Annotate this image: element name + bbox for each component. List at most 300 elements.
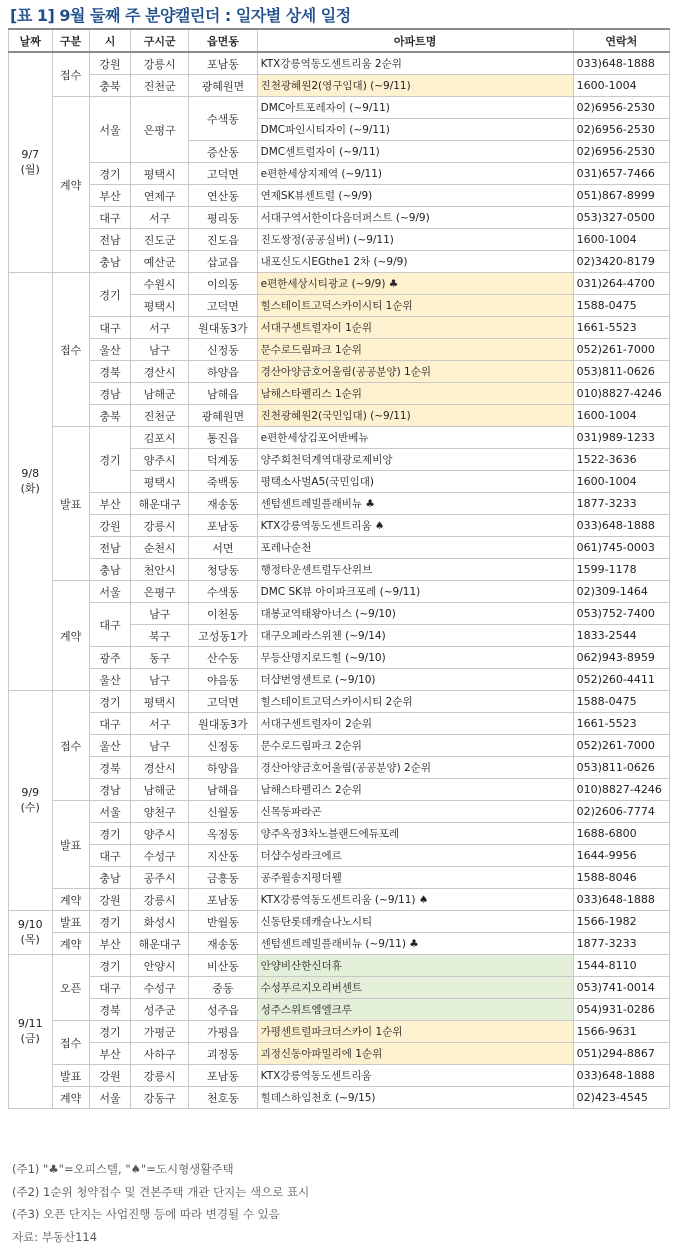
table-cell: 연산동 bbox=[189, 185, 257, 207]
table-row bbox=[9, 823, 670, 845]
table-cell: 발표 bbox=[52, 427, 89, 581]
table-row bbox=[9, 757, 670, 779]
contact-cell: 1566-1982 bbox=[573, 911, 669, 933]
apartment-name-cell: 신목동파라곤 bbox=[257, 801, 573, 823]
apartment-name-cell: e편한세상시티광교 (~9/9) ♣ bbox=[257, 273, 573, 295]
table-row bbox=[9, 603, 670, 625]
table-cell: 원대동3가 bbox=[189, 317, 257, 339]
contact-cell: 1599-1178 bbox=[573, 559, 669, 581]
table-cell: 9/7 (월) bbox=[9, 52, 53, 273]
table-cell: 접수 bbox=[52, 52, 89, 97]
table-row bbox=[9, 537, 670, 559]
table-cell: 경기 bbox=[89, 823, 130, 845]
table-cell: 계약 bbox=[52, 933, 89, 955]
apartment-name-cell: 남해스타펠리스 2순위 bbox=[257, 779, 573, 801]
contact-cell: 1644-9956 bbox=[573, 845, 669, 867]
table-cell: 남구 bbox=[131, 603, 189, 625]
table-cell: 통진읍 bbox=[189, 427, 257, 449]
table-cell: 원대동3가 bbox=[189, 713, 257, 735]
apartment-name-cell: 평택소사벌A5(국민임대) bbox=[257, 471, 573, 493]
table-cell: 광주 bbox=[89, 647, 130, 669]
apartment-name-cell: DMC SK뷰 아이파크포레 (~9/11) bbox=[257, 581, 573, 603]
table-cell: 경남 bbox=[89, 383, 130, 405]
header-type: 구분 bbox=[52, 29, 89, 52]
table-cell: 재송동 bbox=[189, 493, 257, 515]
table-cell: 경남 bbox=[89, 779, 130, 801]
table-cell: 대구 bbox=[89, 603, 130, 647]
table-row bbox=[9, 185, 670, 207]
table-row bbox=[9, 735, 670, 757]
contact-cell: 062)943-8959 bbox=[573, 647, 669, 669]
table-cell: 동구 bbox=[131, 647, 189, 669]
table-cell: 평택시 bbox=[131, 691, 189, 713]
table-cell: 충남 bbox=[89, 867, 130, 889]
table-cell: 수성구 bbox=[131, 977, 189, 999]
table-cell: 양주시 bbox=[131, 449, 189, 471]
table-cell: 경기 bbox=[89, 163, 130, 185]
table-cell: 강동구 bbox=[131, 1087, 189, 1109]
table-cell: 대구 bbox=[89, 317, 130, 339]
apartment-name-cell: 경산아양금호어울림(공공분양) 1순위 bbox=[257, 361, 573, 383]
table-cell: 양천구 bbox=[131, 801, 189, 823]
footnote: (주3) 오픈 단지는 사업진행 등에 따라 변경될 수 있음 bbox=[12, 1207, 280, 1221]
table-cell: 연제구 bbox=[131, 185, 189, 207]
table-cell: 진천군 bbox=[131, 405, 189, 427]
table-cell: 가평읍 bbox=[189, 1021, 257, 1043]
table-cell: 충북 bbox=[89, 75, 130, 97]
table-cell: 강릉시 bbox=[131, 1065, 189, 1087]
table-row bbox=[9, 493, 670, 515]
table-cell: 계약 bbox=[52, 889, 89, 911]
table-cell: 남구 bbox=[131, 669, 189, 691]
table-cell: 접수 bbox=[52, 1021, 89, 1065]
table-cell: 해운대구 bbox=[131, 933, 189, 955]
contact-cell: 1588-0475 bbox=[573, 295, 669, 317]
table-cell: 고성동1가 bbox=[189, 625, 257, 647]
table-row bbox=[9, 163, 670, 185]
contact-cell: 02)6956-2530 bbox=[573, 119, 669, 141]
contact-cell: 033)648-1888 bbox=[573, 515, 669, 537]
table-cell: 고덕면 bbox=[189, 295, 257, 317]
table-cell: 광혜원면 bbox=[189, 405, 257, 427]
table-cell: 대구 bbox=[89, 845, 130, 867]
table-row bbox=[9, 405, 670, 427]
table-cell: 천호동 bbox=[189, 1087, 257, 1109]
table-cell: 옥정동 bbox=[189, 823, 257, 845]
contact-cell: 010)8827-4246 bbox=[573, 779, 669, 801]
table-cell: 진도군 bbox=[131, 229, 189, 251]
apartment-name-cell: 행정타운센트럴두산위브 bbox=[257, 559, 573, 581]
contact-cell: 061)745-0003 bbox=[573, 537, 669, 559]
apartment-name-cell: e편한세상지제역 (~9/11) bbox=[257, 163, 573, 185]
table-cell: 남해읍 bbox=[189, 383, 257, 405]
table-cell: 신정동 bbox=[189, 339, 257, 361]
table-cell: 경기 bbox=[89, 691, 130, 713]
header-province: 시 bbox=[89, 29, 130, 52]
contact-cell: 033)648-1888 bbox=[573, 52, 669, 75]
table-row bbox=[9, 273, 670, 295]
contact-cell: 02)3420-8179 bbox=[573, 251, 669, 273]
contact-cell: 052)261-7000 bbox=[573, 339, 669, 361]
contact-cell: 052)260-4411 bbox=[573, 669, 669, 691]
apartment-name-cell: 안양비산한신더휴 bbox=[257, 955, 573, 977]
table-cell: 계약 bbox=[52, 97, 89, 273]
apartment-name-cell: 경산아양금호어울림(공공분양) 2순위 bbox=[257, 757, 573, 779]
contact-cell: 051)294-8867 bbox=[573, 1043, 669, 1065]
contact-cell: 1877-3233 bbox=[573, 493, 669, 515]
footnote: (주1) "♣"=오피스텔, "♠"=도시형생활주택 bbox=[12, 1162, 234, 1176]
table-cell: 충북 bbox=[89, 405, 130, 427]
table-cell: 경기 bbox=[89, 427, 130, 493]
table-cell: 서구 bbox=[131, 713, 189, 735]
contact-cell: 02)309-1464 bbox=[573, 581, 669, 603]
table-row bbox=[9, 515, 670, 537]
table-cell: 광혜원면 bbox=[189, 75, 257, 97]
table-cell: 평택시 bbox=[131, 295, 189, 317]
table-cell: 은평구 bbox=[131, 97, 189, 163]
table-row bbox=[9, 779, 670, 801]
table-row bbox=[9, 559, 670, 581]
table-cell: 평택시 bbox=[131, 471, 189, 493]
header-town: 읍면동 bbox=[189, 29, 257, 52]
table-cell: 산수동 bbox=[189, 647, 257, 669]
apartment-name-cell: 서대구센트럴자이 2순위 bbox=[257, 713, 573, 735]
contact-cell: 033)648-1888 bbox=[573, 889, 669, 911]
contact-cell: 054)931-0286 bbox=[573, 999, 669, 1021]
table-cell: 부산 bbox=[89, 493, 130, 515]
apartment-name-cell: KTX강릉역동도센트리움 ♠ bbox=[257, 515, 573, 537]
table-body bbox=[9, 52, 670, 1109]
table-row bbox=[9, 251, 670, 273]
table-row bbox=[9, 97, 670, 119]
table-cell: 성주읍 bbox=[189, 999, 257, 1021]
table-cell: 강릉시 bbox=[131, 52, 189, 75]
contact-cell: 010)8827-4246 bbox=[573, 383, 669, 405]
table-cell: 경기 bbox=[89, 1021, 130, 1043]
table-row bbox=[9, 317, 670, 339]
table-cell: 경산시 bbox=[131, 361, 189, 383]
table-cell: 신정동 bbox=[189, 735, 257, 757]
apartment-name-cell: 양주회천덕계역대광로제비앙 bbox=[257, 449, 573, 471]
table-cell: 야음동 bbox=[189, 669, 257, 691]
table-cell: 하양읍 bbox=[189, 361, 257, 383]
table-cell: 서면 bbox=[189, 537, 257, 559]
table-row bbox=[9, 207, 670, 229]
contact-cell: 053)752-7400 bbox=[573, 603, 669, 625]
table-cell: 고덕면 bbox=[189, 163, 257, 185]
table-cell: 경북 bbox=[89, 757, 130, 779]
table-row bbox=[9, 383, 670, 405]
contact-cell: 053)327-0500 bbox=[573, 207, 669, 229]
table-cell: 재송동 bbox=[189, 933, 257, 955]
contact-cell: 1588-0475 bbox=[573, 691, 669, 713]
contact-cell: 1522-3636 bbox=[573, 449, 669, 471]
table-cell: 대구 bbox=[89, 713, 130, 735]
contact-cell: 031)264-4700 bbox=[573, 273, 669, 295]
contact-cell: 033)648-1888 bbox=[573, 1065, 669, 1087]
apartment-name-cell: KTX강릉역동도센트리움 2순위 bbox=[257, 52, 573, 75]
table-cell: 강원 bbox=[89, 515, 130, 537]
table-cell: 죽백동 bbox=[189, 471, 257, 493]
table-cell: 대구 bbox=[89, 977, 130, 999]
contact-cell: 052)261-7000 bbox=[573, 735, 669, 757]
table-row bbox=[9, 691, 670, 713]
apartment-name-cell: 진천광혜원2(영구임대) (~9/11) bbox=[257, 75, 573, 97]
contact-cell: 031)989-1233 bbox=[573, 427, 669, 449]
table-cell: 진도읍 bbox=[189, 229, 257, 251]
apartment-name-cell: 대구오페라스위첸 (~9/14) bbox=[257, 625, 573, 647]
apartment-name-cell: 더샵번영센트로 (~9/10) bbox=[257, 669, 573, 691]
apartment-name-cell: 더샵수성라크에르 bbox=[257, 845, 573, 867]
contact-cell: 02)6956-2530 bbox=[573, 97, 669, 119]
table-cell: 포남동 bbox=[189, 1065, 257, 1087]
table-cell: 9/11 (금) bbox=[9, 955, 53, 1109]
table-cell: 순천시 bbox=[131, 537, 189, 559]
table-cell: 하양읍 bbox=[189, 757, 257, 779]
contact-cell: 053)811-0626 bbox=[573, 361, 669, 383]
table-cell: 청당동 bbox=[189, 559, 257, 581]
table-cell: 울산 bbox=[89, 339, 130, 361]
table-cell: 강릉시 bbox=[131, 515, 189, 537]
table-row bbox=[9, 955, 670, 977]
table-cell: 사하구 bbox=[131, 1043, 189, 1065]
table-row bbox=[9, 999, 670, 1021]
table-row bbox=[9, 845, 670, 867]
table-cell: 경북 bbox=[89, 361, 130, 383]
table-cell: 전남 bbox=[89, 537, 130, 559]
table-cell: 수원시 bbox=[131, 273, 189, 295]
contact-cell: 02)6956-2530 bbox=[573, 141, 669, 163]
apartment-name-cell: 서대구역서한이다음더퍼스트 (~9/9) bbox=[257, 207, 573, 229]
table-cell: 부산 bbox=[89, 933, 130, 955]
table-cell: 오픈 bbox=[52, 955, 89, 1021]
apartment-name-cell: 수성푸르지오리버센트 bbox=[257, 977, 573, 999]
apartment-name-cell: 문수로드림파크 1순위 bbox=[257, 339, 573, 361]
contact-cell: 1688-6800 bbox=[573, 823, 669, 845]
contact-cell: 1600-1004 bbox=[573, 405, 669, 427]
table-cell: 울산 bbox=[89, 735, 130, 757]
table-cell: 충남 bbox=[89, 251, 130, 273]
apartment-name-cell: KTX강릉역동도센트리움 bbox=[257, 1065, 573, 1087]
table-cell: 수색동 bbox=[189, 581, 257, 603]
table-row bbox=[9, 977, 670, 999]
table-cell: 수성구 bbox=[131, 845, 189, 867]
table-cell: 대구 bbox=[89, 207, 130, 229]
apartment-name-cell: 진천광혜원2(국민임대) (~9/11) bbox=[257, 405, 573, 427]
table-row bbox=[9, 361, 670, 383]
table-cell: 남해읍 bbox=[189, 779, 257, 801]
table-cell: 금흥동 bbox=[189, 867, 257, 889]
apartment-name-cell: 남해스타펠리스 1순위 bbox=[257, 383, 573, 405]
apartment-name-cell: 센텀센트레빌플래비뉴 (~9/11) ♣ bbox=[257, 933, 573, 955]
table-cell: 신월동 bbox=[189, 801, 257, 823]
footnote: (주2) 1순위 청약접수 및 견본주택 개관 단지는 색으로 표시 bbox=[12, 1184, 310, 1199]
contact-cell: 1661-5523 bbox=[573, 713, 669, 735]
apartment-name-cell: e편한세상김포어반베뉴 bbox=[257, 427, 573, 449]
table-cell: 남해군 bbox=[131, 779, 189, 801]
apartment-name-cell: 공주월송지평더웰 bbox=[257, 867, 573, 889]
table-cell: 지산동 bbox=[189, 845, 257, 867]
table-cell: 경산시 bbox=[131, 757, 189, 779]
apartment-name-cell: KTX강릉역동도센트리움 (~9/11) ♠ bbox=[257, 889, 573, 911]
table-row bbox=[9, 1065, 670, 1087]
apartment-name-cell: DMC센트럴자이 (~9/11) bbox=[257, 141, 573, 163]
table-cell: 강원 bbox=[89, 52, 130, 75]
table-row bbox=[9, 867, 670, 889]
table-cell: 중동 bbox=[189, 977, 257, 999]
apartment-name-cell: 진도쌍정(공공실버) (~9/11) bbox=[257, 229, 573, 251]
table-row bbox=[9, 669, 670, 691]
apartment-name-cell: 대봉교역태왕아너스 (~9/10) bbox=[257, 603, 573, 625]
table-cell: 9/8 (화) bbox=[9, 273, 53, 691]
table-row bbox=[9, 229, 670, 251]
contact-cell: 1566-9631 bbox=[573, 1021, 669, 1043]
header-district: 구시군 bbox=[131, 29, 189, 52]
table-cell: 부산 bbox=[89, 1043, 130, 1065]
table-cell: 경북 bbox=[89, 999, 130, 1021]
table-cell: 서울 bbox=[89, 97, 130, 163]
table-cell: 충남 bbox=[89, 559, 130, 581]
table-row bbox=[9, 339, 670, 361]
table-cell: 삽교읍 bbox=[189, 251, 257, 273]
table-cell: 포남동 bbox=[189, 515, 257, 537]
table-cell: 이천동 bbox=[189, 603, 257, 625]
table-cell: 남구 bbox=[131, 339, 189, 361]
table-cell: 강릉시 bbox=[131, 889, 189, 911]
table-cell: 경기 bbox=[89, 911, 130, 933]
table-cell: 포남동 bbox=[189, 52, 257, 75]
contact-cell: 1600-1004 bbox=[573, 75, 669, 97]
apartment-name-cell: 가평센트럴파크더스카이 1순위 bbox=[257, 1021, 573, 1043]
table-cell: 발표 bbox=[52, 911, 89, 933]
apartment-name-cell: 서대구센트럴자이 1순위 bbox=[257, 317, 573, 339]
table-cell: 경기 bbox=[89, 273, 130, 317]
table-cell: 북구 bbox=[131, 625, 189, 647]
table-title: [표 1] 9월 둘째 주 분양캘린더 : 일자별 상세 일정 bbox=[10, 6, 351, 25]
table-row bbox=[9, 581, 670, 603]
header-apartment: 아파트명 bbox=[257, 29, 573, 52]
apartment-name-cell: 힐데스하임천호 (~9/15) bbox=[257, 1087, 573, 1109]
table-cell: 덕계동 bbox=[189, 449, 257, 471]
contact-cell: 031)657-7466 bbox=[573, 163, 669, 185]
schedule-table bbox=[8, 28, 670, 1109]
contact-cell: 1661-5523 bbox=[573, 317, 669, 339]
table-row bbox=[9, 911, 670, 933]
apartment-name-cell: 센텀센트레빌플래비뉴 ♣ bbox=[257, 493, 573, 515]
apartment-name-cell: 힐스테이트고덕스카이시티 2순위 bbox=[257, 691, 573, 713]
table-cell: 안양시 bbox=[131, 955, 189, 977]
table-cell: 계약 bbox=[52, 1087, 89, 1109]
table-cell: 포남동 bbox=[189, 889, 257, 911]
contact-cell: 1600-1004 bbox=[573, 471, 669, 493]
table-cell: 예산군 bbox=[131, 251, 189, 273]
table-row bbox=[9, 75, 670, 97]
contact-cell: 02)423-4545 bbox=[573, 1087, 669, 1109]
contact-cell: 1833-2544 bbox=[573, 625, 669, 647]
table-row bbox=[9, 1021, 670, 1043]
table-cell: 성주군 bbox=[131, 999, 189, 1021]
table-cell: 해운대구 bbox=[131, 493, 189, 515]
table-row bbox=[9, 801, 670, 823]
apartment-name-cell: 신동탄롯데캐슬나노시티 bbox=[257, 911, 573, 933]
table-row bbox=[9, 647, 670, 669]
table-row bbox=[9, 1087, 670, 1109]
table-cell: 서울 bbox=[89, 1087, 130, 1109]
footnotes bbox=[12, 1158, 309, 1248]
header-contact: 연락처 bbox=[573, 29, 669, 52]
table-cell: 강원 bbox=[89, 889, 130, 911]
table-cell: 비산동 bbox=[189, 955, 257, 977]
table-cell: 강원 bbox=[89, 1065, 130, 1087]
table-cell: 수색동 bbox=[189, 97, 257, 141]
table-cell: 서울 bbox=[89, 581, 130, 603]
table-cell: 계약 bbox=[52, 581, 89, 691]
contact-cell: 1877-3233 bbox=[573, 933, 669, 955]
apartment-name-cell: 무등산명지로드힐 (~9/10) bbox=[257, 647, 573, 669]
table-cell: 은평구 bbox=[131, 581, 189, 603]
table-cell: 9/9 (수) bbox=[9, 691, 53, 911]
table-cell: 서구 bbox=[131, 317, 189, 339]
table-row bbox=[9, 889, 670, 911]
table-cell: 평택시 bbox=[131, 163, 189, 185]
table-row bbox=[9, 713, 670, 735]
table-cell: 경기 bbox=[89, 955, 130, 977]
table-cell: 발표 bbox=[52, 1065, 89, 1087]
table-cell: 공주시 bbox=[131, 867, 189, 889]
table-cell: 양주시 bbox=[131, 823, 189, 845]
table-cell: 서울 bbox=[89, 801, 130, 823]
table-cell: 김포시 bbox=[131, 427, 189, 449]
contact-cell: 1588-8046 bbox=[573, 867, 669, 889]
contact-cell: 02)2606-7774 bbox=[573, 801, 669, 823]
apartment-name-cell: DMC파인시티자이 (~9/11) bbox=[257, 119, 573, 141]
table-row bbox=[9, 1043, 670, 1065]
apartment-name-cell: 양주옥정3차노블랜드에듀포레 bbox=[257, 823, 573, 845]
apartment-name-cell: DMC아트포레자이 (~9/11) bbox=[257, 97, 573, 119]
table-cell: 접수 bbox=[52, 273, 89, 427]
table-row bbox=[9, 427, 670, 449]
table-row bbox=[9, 933, 670, 955]
contact-cell: 1600-1004 bbox=[573, 229, 669, 251]
table-cell: 평리동 bbox=[189, 207, 257, 229]
table-cell: 증산동 bbox=[189, 141, 257, 163]
table-cell: 반월동 bbox=[189, 911, 257, 933]
table-cell: 부산 bbox=[89, 185, 130, 207]
table-cell: 9/10 (목) bbox=[9, 911, 53, 955]
table-cell: 괴정동 bbox=[189, 1043, 257, 1065]
contact-cell: 051)867-8999 bbox=[573, 185, 669, 207]
table-cell: 울산 bbox=[89, 669, 130, 691]
header-date: 날짜 bbox=[9, 29, 53, 52]
table-cell: 접수 bbox=[52, 691, 89, 801]
apartment-name-cell: 포레나순천 bbox=[257, 537, 573, 559]
table-cell: 발표 bbox=[52, 801, 89, 889]
table-cell: 남구 bbox=[131, 735, 189, 757]
contact-cell: 053)741-0014 bbox=[573, 977, 669, 999]
apartment-name-cell: 내포신도시EGthe1 2차 (~9/9) bbox=[257, 251, 573, 273]
table-cell: 이의동 bbox=[189, 273, 257, 295]
contact-cell: 1544-8110 bbox=[573, 955, 669, 977]
table-row bbox=[9, 52, 670, 75]
table-cell: 전남 bbox=[89, 229, 130, 251]
table-cell: 고덕면 bbox=[189, 691, 257, 713]
source-note: 자료: 부동산114 bbox=[12, 1229, 98, 1244]
table-cell: 남해군 bbox=[131, 383, 189, 405]
contact-cell: 053)811-0626 bbox=[573, 757, 669, 779]
apartment-name-cell: 괴정신동아파밀리에 1순위 bbox=[257, 1043, 573, 1065]
table-cell: 서구 bbox=[131, 207, 189, 229]
table-cell: 천안시 bbox=[131, 559, 189, 581]
